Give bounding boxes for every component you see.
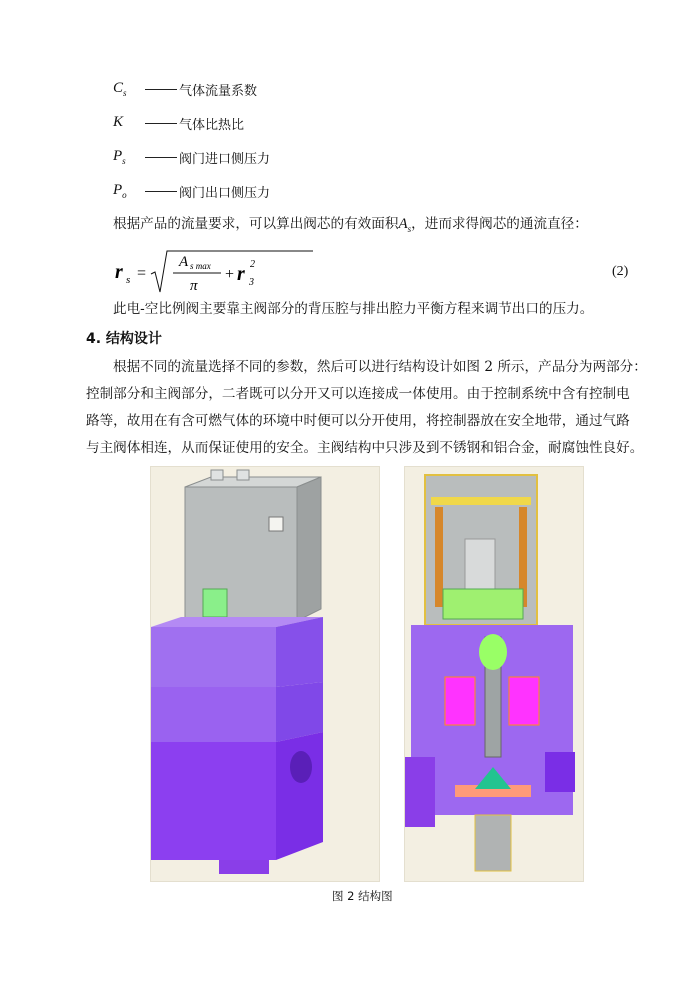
valve-body-top-side [276, 617, 323, 687]
coil-right [509, 677, 539, 725]
green-base [443, 589, 523, 619]
connector-port [269, 517, 283, 531]
eq-denominator: π [190, 278, 198, 294]
eq-numerator-sub: s max [190, 261, 211, 271]
definition-row [113, 106, 513, 140]
definition-row [113, 140, 513, 174]
paragraph-pressure: 此电-空比例阀主要靠主阀部分的背压腔与排出腔力平衡方程来调节出口的压力。 [113, 301, 594, 317]
pcb-board [431, 497, 531, 505]
paragraph-area-intro [113, 211, 588, 243]
eq-plus-term: r [237, 263, 245, 285]
definition-text: 阀门出口侧压力 [179, 185, 271, 201]
eq-plus-sup: 2 [250, 259, 255, 270]
controller-side [297, 477, 321, 621]
eq-lhs-sub: s [126, 274, 131, 286]
equation-formula [113, 248, 313, 298]
valve-exterior-drawing [151, 467, 379, 881]
controller-box [185, 487, 297, 621]
valve-section-drawing [405, 467, 583, 881]
eq-plus: + [225, 266, 235, 283]
em-dash [145, 157, 177, 158]
definition-symbol: $P_s$ [113, 148, 126, 166]
right-port [545, 752, 575, 792]
eq-plus-sub: 3 [249, 277, 254, 288]
side-plate-left [435, 507, 443, 607]
definition-row [113, 72, 513, 106]
valve-body-mid-side [276, 682, 323, 742]
bottom-fitting [219, 860, 269, 874]
figure-external-view [150, 466, 380, 882]
bottom-stem [475, 815, 511, 871]
proportional-unit [465, 539, 495, 589]
para3-line: 控制部分和主阀部分，二者既可以分开又可以连接成一体使用。由于控制系统中含有控制电 [86, 386, 630, 402]
eq-numerator: A [179, 254, 189, 270]
green-mount [203, 589, 227, 617]
valve-body-mid [151, 687, 276, 742]
em-dash [145, 123, 177, 124]
definition-row [113, 174, 513, 208]
area-symbol: $A_s$ [398, 216, 412, 234]
figure-section-view [404, 466, 584, 882]
eq-equals: = [137, 265, 147, 282]
eq-lhs: r [115, 261, 123, 283]
coil-left [445, 677, 475, 725]
definition-text: 阀门进口侧压力 [179, 151, 271, 167]
para1-text-before: 根据产品的流量要求，可以算出阀芯的有效面积 [113, 216, 399, 232]
connector-pin [237, 470, 249, 480]
definition-symbol: K [113, 114, 124, 130]
connector-pin [211, 470, 223, 480]
para3-line: 路等，故用在有含可燃气体的环境中时便可以分开使用，将控制器放在安全地带，通过气路 [86, 413, 630, 429]
em-dash [145, 191, 177, 192]
para3-line: 与主阀体相连，从而保证使用的安全。主阀结构中只涉及到不锈钢和铝合金，耐腐蚀性良好。 [86, 440, 644, 456]
equation-2 [113, 248, 633, 298]
upper-green-part [479, 634, 507, 670]
para1-text-after: ，进而求得阀芯的通流直径： [411, 216, 588, 232]
equation-number: (2) [612, 264, 629, 279]
definition-symbol: $P_o$ [113, 182, 127, 200]
outlet-port [290, 751, 312, 783]
definitions-list [113, 72, 513, 208]
valve-body-top [151, 627, 276, 687]
definition-symbol: $C_s$ [113, 80, 127, 98]
section-heading: 4. 结构设计 [86, 331, 162, 347]
left-port [405, 757, 435, 827]
em-dash [145, 89, 177, 90]
valve-body-bottom [151, 742, 276, 860]
paragraph-structure [86, 354, 647, 462]
definition-text: 气体流量系数 [179, 83, 258, 99]
para3-line: 根据不同的流量选择不同的参数，然后可以进行结构设计如图 2 所示，产品分为两部分： [113, 359, 647, 375]
definition-text: 气体比热比 [179, 117, 245, 133]
figure-caption: 图 2 结构图 [332, 889, 393, 903]
